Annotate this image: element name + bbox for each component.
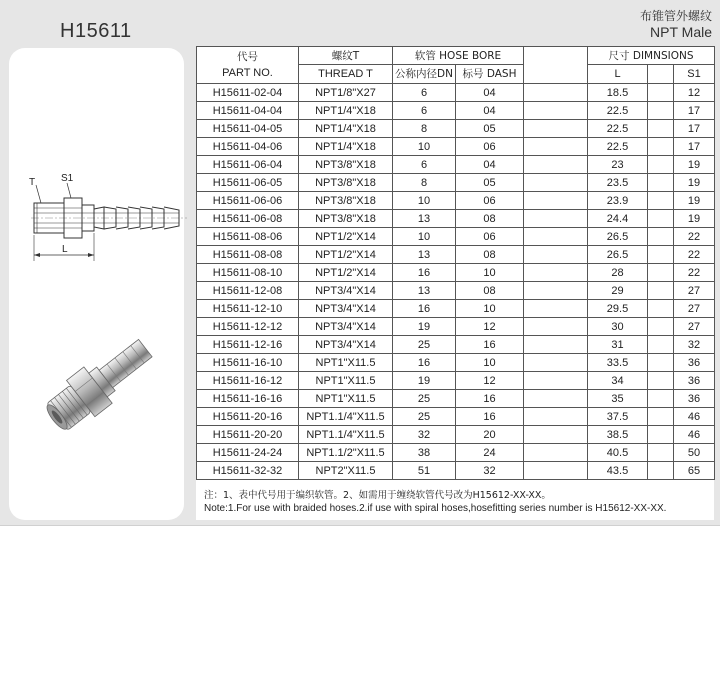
sheet-divider (0, 525, 720, 526)
cell-dn: 6 (393, 156, 456, 174)
cell-thread: NPT3/8"X18 (299, 210, 393, 228)
cell-blank (524, 264, 588, 282)
cell-s1: 27 (674, 282, 715, 300)
col-header-thread-en: THREAD T (299, 65, 393, 84)
cell-l: 23 (588, 156, 648, 174)
table-row (197, 318, 715, 336)
cell-s1: 36 (674, 390, 715, 408)
product-type-cn: 布锥管外螺纹 (639, 9, 712, 23)
cell-dn: 32 (393, 426, 456, 444)
cell-s1: 46 (674, 426, 715, 444)
cell-thread: NPT1.1/4"X11.5 (299, 408, 393, 426)
cell-part-no: H15611-08-06 (197, 228, 299, 246)
cell-s1: 22 (674, 246, 715, 264)
cell-thread: NPT1/2"X14 (299, 264, 393, 282)
cell-thread: NPT3/4"X14 (299, 336, 393, 354)
cell-blank (524, 318, 588, 336)
cell-s1: 17 (674, 138, 715, 156)
cell-blank (524, 228, 588, 246)
cell-thread: NPT1/4"X18 (299, 120, 393, 138)
cell-dash: 08 (456, 246, 524, 264)
cell-l: 43.5 (588, 462, 648, 480)
label-s1: S1 (61, 173, 74, 184)
table-row (197, 120, 715, 138)
cell-part-no: H15611-16-10 (197, 354, 299, 372)
cell-l: 26.5 (588, 246, 648, 264)
cell-part-no: H15611-20-16 (197, 408, 299, 426)
cell-l: 22.5 (588, 138, 648, 156)
cell-part-no: H15611-04-04 (197, 102, 299, 120)
cell-thread: NPT1.1/2"X11.5 (299, 444, 393, 462)
table-row (197, 372, 715, 390)
col-header-part-no: 代号 PART NO. (197, 47, 299, 84)
cell-thread: NPT1"X11.5 (299, 390, 393, 408)
cell-blank2 (648, 408, 674, 426)
cell-dn: 51 (393, 462, 456, 480)
cell-dash: 10 (456, 300, 524, 318)
cell-dn: 25 (393, 390, 456, 408)
cell-dash: 06 (456, 228, 524, 246)
cell-dn: 8 (393, 120, 456, 138)
table-row (197, 192, 715, 210)
cell-blank (524, 372, 588, 390)
cell-dash: 16 (456, 336, 524, 354)
cell-blank2 (648, 84, 674, 102)
cell-blank (524, 84, 588, 102)
cell-dn: 19 (393, 318, 456, 336)
cell-l: 38.5 (588, 426, 648, 444)
cell-l: 22.5 (588, 102, 648, 120)
cell-part-no: H15611-20-20 (197, 426, 299, 444)
cell-dn: 19 (393, 372, 456, 390)
cell-dash: 10 (456, 354, 524, 372)
cell-blank (524, 282, 588, 300)
cell-blank (524, 444, 588, 462)
cell-s1: 12 (674, 84, 715, 102)
cell-l: 23.9 (588, 192, 648, 210)
fitting-photo (37, 323, 162, 443)
cell-part-no: H15611-12-08 (197, 282, 299, 300)
cell-blank (524, 120, 588, 138)
cell-part-no: H15611-12-12 (197, 318, 299, 336)
cell-part-no: H15611-04-06 (197, 138, 299, 156)
spec-table-area (196, 46, 714, 520)
cell-dn: 13 (393, 282, 456, 300)
cell-dn: 6 (393, 102, 456, 120)
spec-table-body (197, 84, 715, 480)
cell-thread: NPT3/8"X18 (299, 192, 393, 210)
cell-blank2 (648, 300, 674, 318)
cell-dn: 10 (393, 228, 456, 246)
cell-l: 18.5 (588, 84, 648, 102)
cell-l: 34 (588, 372, 648, 390)
cell-part-no: H15611-02-04 (197, 84, 299, 102)
cell-part-no: H15611-08-08 (197, 246, 299, 264)
cell-l: 24.4 (588, 210, 648, 228)
cell-dash: 24 (456, 444, 524, 462)
cell-blank2 (648, 426, 674, 444)
cell-dn: 10 (393, 138, 456, 156)
cell-s1: 65 (674, 462, 715, 480)
cell-part-no: H15611-06-05 (197, 174, 299, 192)
col-header-l: L (588, 65, 648, 84)
cell-dn: 8 (393, 174, 456, 192)
model-title: H15611 (60, 20, 132, 42)
cell-s1: 36 (674, 354, 715, 372)
fitting-diagram (19, 163, 189, 313)
table-row (197, 300, 715, 318)
cell-dash: 08 (456, 282, 524, 300)
product-type-header (640, 8, 712, 41)
cell-blank2 (648, 102, 674, 120)
table-row (197, 282, 715, 300)
cell-thread: NPT3/8"X18 (299, 156, 393, 174)
col-header-dn: 公称内径DN (393, 65, 456, 84)
cell-dn: 25 (393, 408, 456, 426)
table-row (197, 84, 715, 102)
cell-blank (524, 210, 588, 228)
cell-part-no: H15611-06-04 (197, 156, 299, 174)
cell-dash: 12 (456, 318, 524, 336)
cell-s1: 32 (674, 336, 715, 354)
cell-s1: 17 (674, 102, 715, 120)
cell-dash: 20 (456, 426, 524, 444)
cell-dash: 08 (456, 210, 524, 228)
cell-s1: 27 (674, 318, 715, 336)
cell-dash: 10 (456, 264, 524, 282)
cell-part-no: H15611-32-32 (197, 462, 299, 480)
table-row (197, 408, 715, 426)
cell-thread: NPT1/2"X14 (299, 228, 393, 246)
cell-blank2 (648, 462, 674, 480)
cell-blank (524, 156, 588, 174)
table-row (197, 156, 715, 174)
cell-l: 30 (588, 318, 648, 336)
cell-part-no: H15611-24-24 (197, 444, 299, 462)
cell-s1: 17 (674, 120, 715, 138)
cell-dash: 05 (456, 120, 524, 138)
cell-blank2 (648, 264, 674, 282)
cell-l: 37.5 (588, 408, 648, 426)
cell-s1: 22 (674, 264, 715, 282)
cell-dash: 12 (456, 372, 524, 390)
cell-l: 31 (588, 336, 648, 354)
cell-thread: NPT1/8"X27 (299, 84, 393, 102)
cell-blank2 (648, 354, 674, 372)
table-row (197, 462, 715, 480)
cell-blank (524, 426, 588, 444)
cell-blank2 (648, 336, 674, 354)
cell-l: 22.5 (588, 120, 648, 138)
cell-blank (524, 138, 588, 156)
table-row (197, 444, 715, 462)
table-row (197, 246, 715, 264)
cell-dash: 16 (456, 408, 524, 426)
cell-dn: 10 (393, 192, 456, 210)
cell-blank (524, 462, 588, 480)
cell-blank (524, 354, 588, 372)
cell-blank2 (648, 156, 674, 174)
cell-dash: 32 (456, 462, 524, 480)
cell-l: 33.5 (588, 354, 648, 372)
cell-blank2 (648, 318, 674, 336)
cell-blank (524, 192, 588, 210)
cell-blank2 (648, 444, 674, 462)
table-row (197, 336, 715, 354)
table-row (197, 102, 715, 120)
col-header-dash: 标号 DASH (456, 65, 524, 84)
footnote (204, 489, 666, 515)
cell-thread: NPT3/4"X14 (299, 300, 393, 318)
illustration-panel (9, 48, 184, 520)
cell-dn: 16 (393, 264, 456, 282)
cell-s1: 19 (674, 192, 715, 210)
cell-l: 35 (588, 390, 648, 408)
cell-blank (524, 390, 588, 408)
cell-dn: 16 (393, 300, 456, 318)
cell-blank (524, 336, 588, 354)
cell-s1: 19 (674, 156, 715, 174)
cell-l: 29 (588, 282, 648, 300)
cell-thread: NPT1/4"X18 (299, 102, 393, 120)
cell-dn: 13 (393, 246, 456, 264)
cell-thread: NPT3/4"X14 (299, 318, 393, 336)
cell-thread: NPT3/8"X18 (299, 174, 393, 192)
cell-blank2 (648, 246, 674, 264)
cell-part-no: H15611-16-16 (197, 390, 299, 408)
cell-s1: 27 (674, 300, 715, 318)
cell-l: 29.5 (588, 300, 648, 318)
cell-blank2 (648, 174, 674, 192)
cell-dash: 04 (456, 156, 524, 174)
cell-s1: 22 (674, 228, 715, 246)
cell-blank (524, 174, 588, 192)
cell-dn: 38 (393, 444, 456, 462)
cell-part-no: H15611-04-05 (197, 120, 299, 138)
cell-dn: 25 (393, 336, 456, 354)
table-row (197, 264, 715, 282)
table-row (197, 426, 715, 444)
cell-l: 40.5 (588, 444, 648, 462)
cell-l: 28 (588, 264, 648, 282)
col-header-s1: S1 (674, 65, 715, 84)
cell-dash: 05 (456, 174, 524, 192)
table-row (197, 174, 715, 192)
cell-dash: 06 (456, 138, 524, 156)
cell-dn: 16 (393, 354, 456, 372)
label-t: T (29, 177, 36, 188)
col-header-blank2 (648, 65, 674, 84)
cell-s1: 36 (674, 372, 715, 390)
cell-blank2 (648, 138, 674, 156)
product-type-en: NPT Male (650, 24, 712, 40)
cell-dn: 13 (393, 210, 456, 228)
spec-table (196, 46, 715, 480)
cell-dash: 04 (456, 102, 524, 120)
cell-dash: 04 (456, 84, 524, 102)
cell-s1: 19 (674, 174, 715, 192)
cell-blank2 (648, 282, 674, 300)
cell-part-no: H15611-12-16 (197, 336, 299, 354)
table-row (197, 138, 715, 156)
table-row (197, 354, 715, 372)
cell-thread: NPT1/4"X18 (299, 138, 393, 156)
cell-blank (524, 246, 588, 264)
cell-l: 23.5 (588, 174, 648, 192)
cell-thread: NPT1/2"X14 (299, 246, 393, 264)
cell-dn: 6 (393, 84, 456, 102)
cell-blank2 (648, 120, 674, 138)
col-header-hose-bore: 软管 HOSE BORE (393, 47, 524, 65)
cell-blank (524, 408, 588, 426)
cell-blank2 (648, 228, 674, 246)
cell-thread: NPT2"X11.5 (299, 462, 393, 480)
cell-l: 26.5 (588, 228, 648, 246)
cell-s1: 19 (674, 210, 715, 228)
cell-dash: 16 (456, 390, 524, 408)
table-row (197, 210, 715, 228)
table-row (197, 390, 715, 408)
footnote-cn: 注：1、表中代号用于编织软管。2、如需用于缠绕软管代号改为H15612-XX-XX。 (204, 490, 551, 501)
cell-s1: 50 (674, 444, 715, 462)
cell-blank (524, 300, 588, 318)
cell-blank2 (648, 210, 674, 228)
cell-thread: NPT3/4"X14 (299, 282, 393, 300)
cell-dash: 06 (456, 192, 524, 210)
cell-part-no: H15611-16-12 (197, 372, 299, 390)
cell-thread: NPT1"X11.5 (299, 354, 393, 372)
col-header-dimensions: 尺寸 DIMNSIONS (588, 47, 715, 65)
cell-thread: NPT1"X11.5 (299, 372, 393, 390)
cell-part-no: H15611-06-06 (197, 192, 299, 210)
cell-part-no: H15611-12-10 (197, 300, 299, 318)
cell-blank2 (648, 192, 674, 210)
cell-blank2 (648, 372, 674, 390)
cell-s1: 46 (674, 408, 715, 426)
cell-blank (524, 102, 588, 120)
col-header-thread-cn: 螺纹T (299, 47, 393, 65)
cell-part-no: H15611-08-10 (197, 264, 299, 282)
label-l: L (62, 244, 68, 255)
cell-part-no: H15611-06-08 (197, 210, 299, 228)
cell-thread: NPT1.1/4"X11.5 (299, 426, 393, 444)
cell-blank2 (648, 390, 674, 408)
table-row (197, 228, 715, 246)
col-header-blank (524, 47, 588, 84)
footnote-en: Note:1.For use with braided hoses.2.if use with spiral hoses,hosefitting series number is H15612-XX-XX. (204, 503, 667, 514)
